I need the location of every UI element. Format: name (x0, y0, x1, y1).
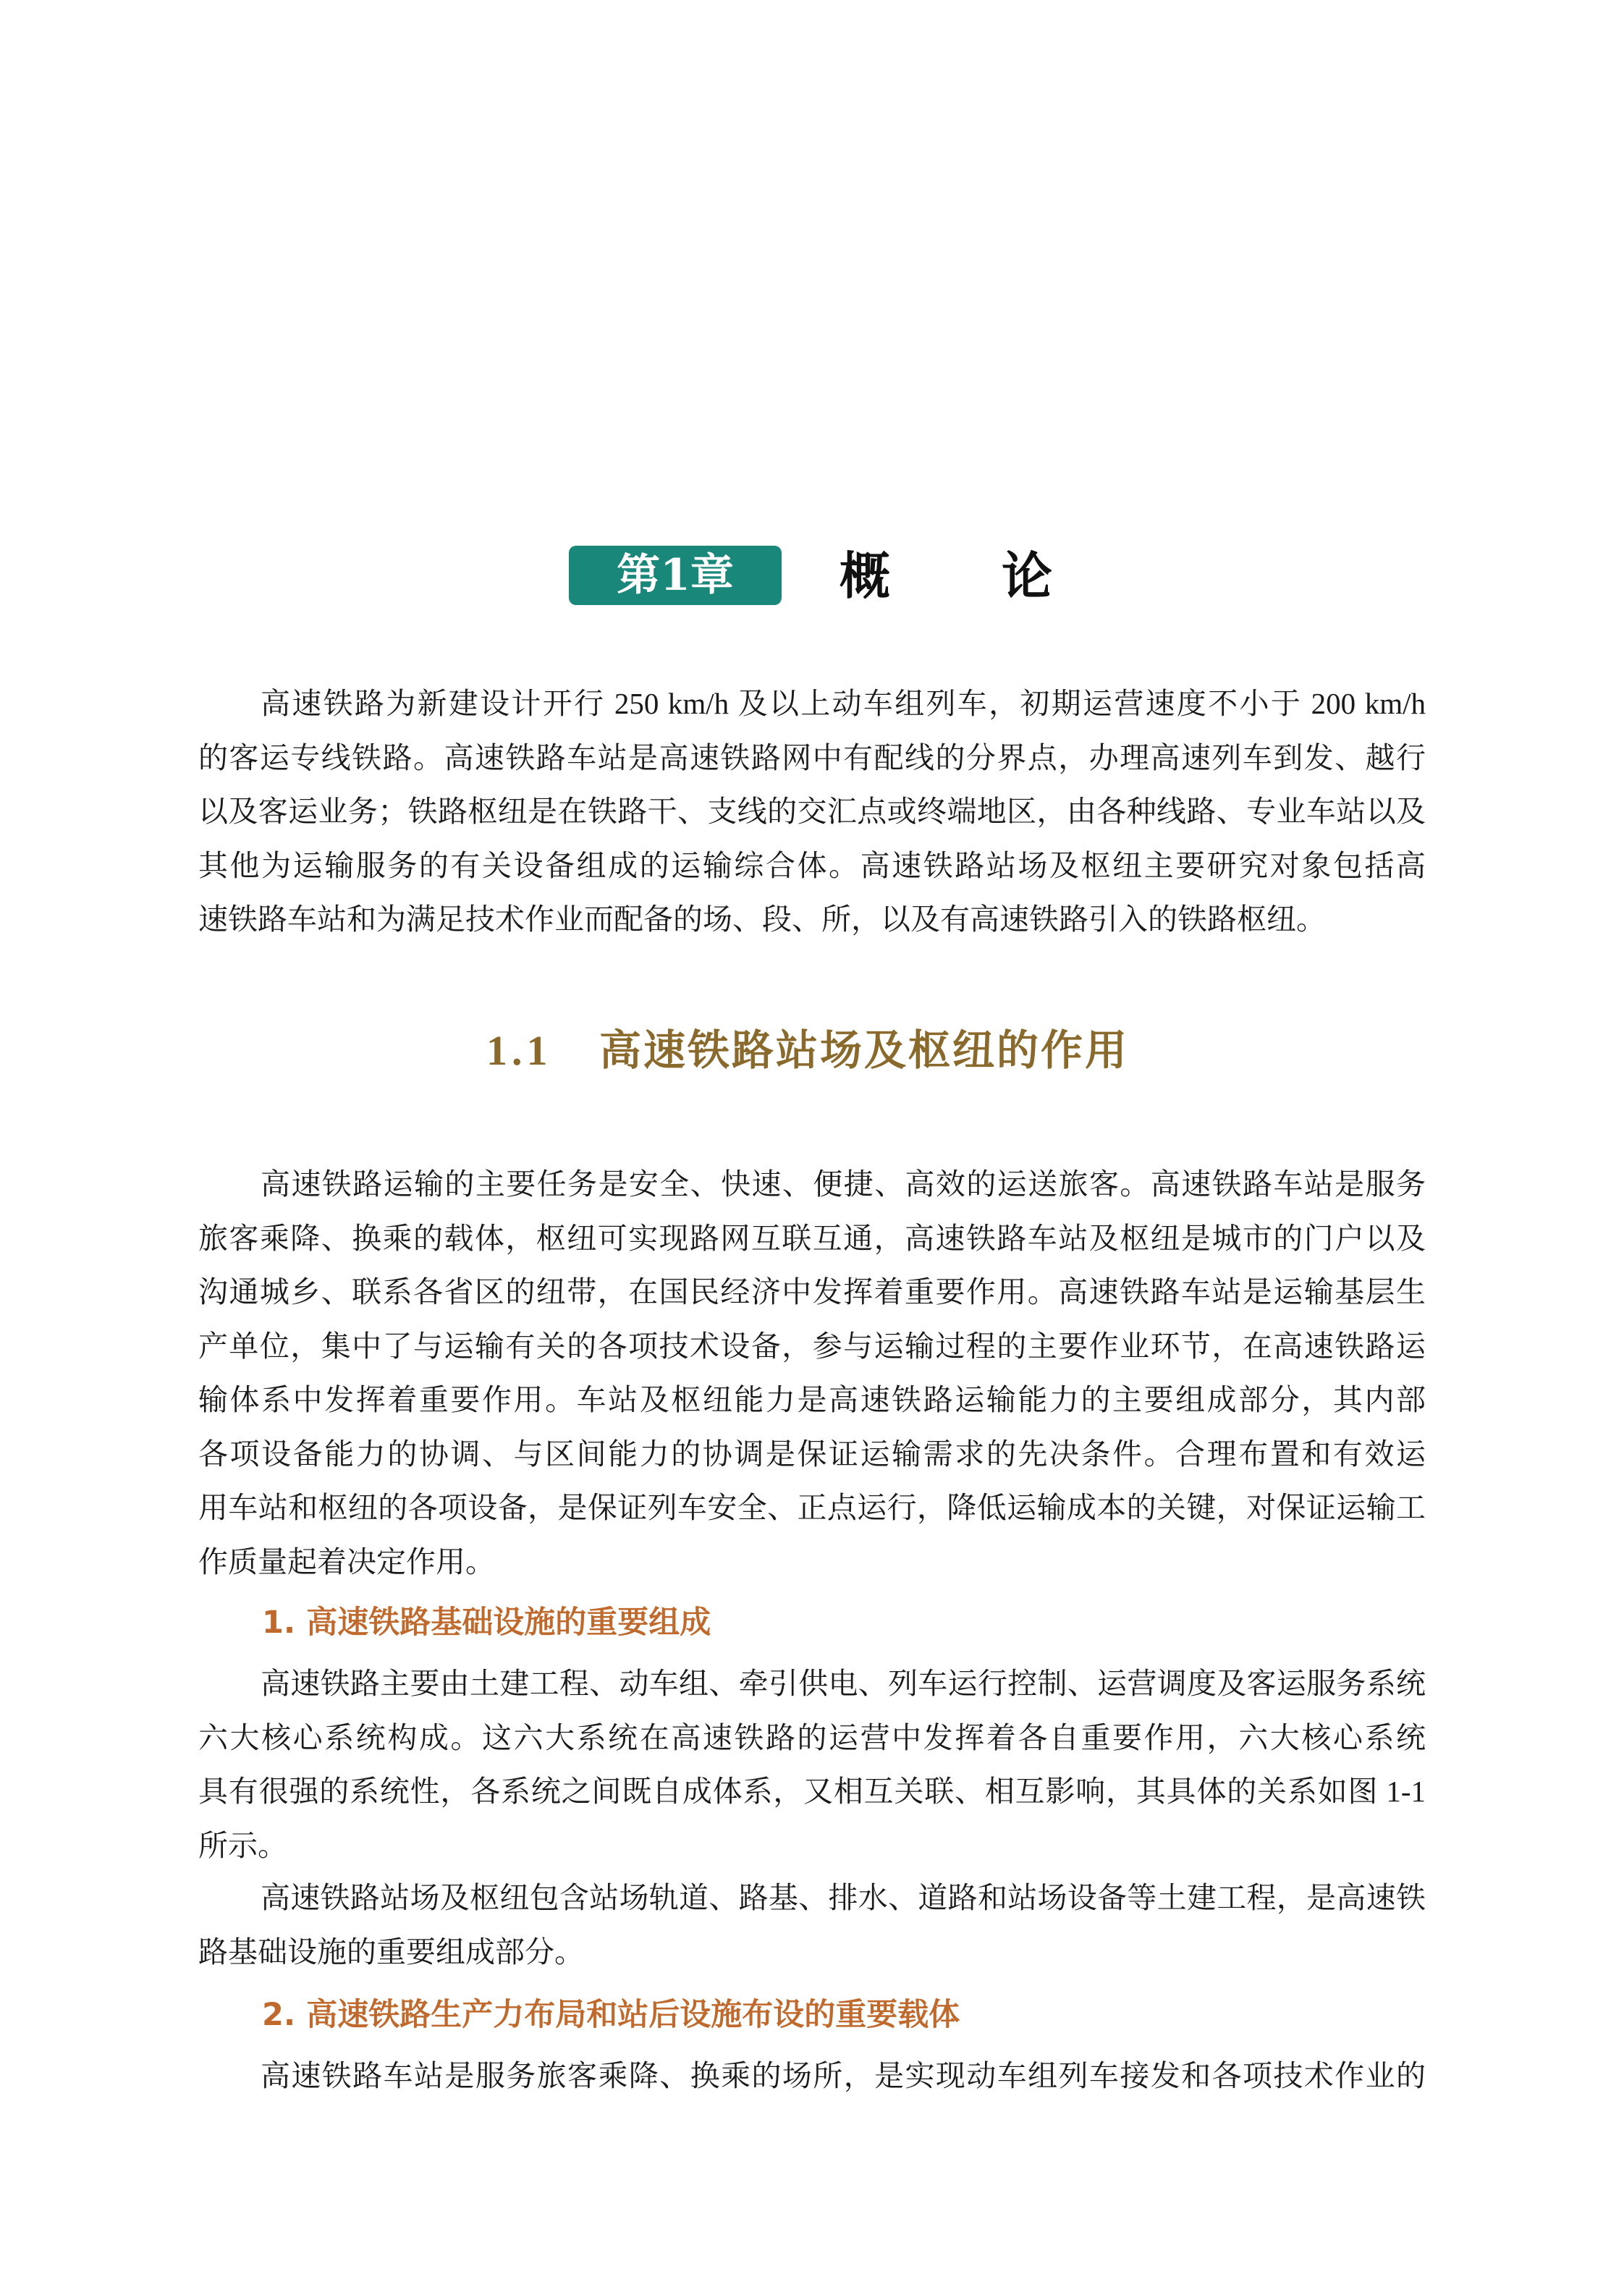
paragraph-line: 高速铁路为新建设计开行 250 km/h 及以上动车组列车，初期运营速度不小于 200 km/h (261, 687, 1426, 720)
paragraph-line: 高速铁路运输的主要任务是安全、快速、便捷、高效的运送旅客。高速铁路车站是服务 (261, 1167, 1426, 1201)
paragraph-line: 高速铁路主要由土建工程、动车组、牵引供电、列车运行控制、运营调度及客运服务系统 (261, 1667, 1426, 1700)
paragraph-line: 所示。 (198, 1828, 287, 1862)
paragraph-line: 六大核心系统构成。这六大系统在高速铁路的运营中发挥着各自重要作用，六大核心系统 (198, 1720, 1426, 1754)
paragraph-line: 作质量起着决定作用。 (198, 1544, 495, 1578)
subsection-paragraph (198, 1657, 1426, 1872)
subsection-heading: 2. 高速铁路生产力布局和站后设施布设的重要载体 (262, 1997, 960, 2033)
paragraph-line: 输体系中发挥着重要作用。车站及枢纽能力是高速铁路运输能力的主要组成部分，其内部 (198, 1383, 1426, 1416)
paragraph-line: 的客运专线铁路。高速铁路车站是高速铁路网中有配线的分界点，办理高速列车到发、越行 (198, 740, 1426, 774)
paragraph-line: 高速铁路车站是服务旅客乘降、换乘的场所，是实现动车组列车接发和各项技术作业的 (261, 2059, 1426, 2092)
paragraph-line: 以及客运业务；铁路枢纽是在铁路干、支线的交汇点或终端地区，由各种线路、专业车站以及 (198, 795, 1426, 828)
paragraph-line: 其他为运输服务的有关设备组成的运输综合体。高速铁路站场及枢纽主要研究对象包括高 (198, 848, 1426, 882)
paragraph-line: 具有很强的系统性，各系统之间既自成体系，又相互关联、相互影响，其具体的关系如图 1-1 (198, 1775, 1426, 1808)
intro-paragraph (198, 677, 1426, 947)
chapter-title: 概论 (840, 546, 1164, 606)
paragraph-line: 高速铁路站场及枢纽包含站场轨道、路基、排水、道路和站场设备等土建工程，是高速铁 (261, 1881, 1426, 1914)
subsection-heading: 1. 高速铁路基础设施的重要组成 (262, 1605, 711, 1641)
subsection-paragraph (198, 2049, 1426, 2103)
paragraph-line: 速铁路车站和为满足技术作业而配备的场、段、所，以及有高速铁路引入的铁路枢纽。 (198, 903, 1326, 936)
paragraph-line: 旅客乘降、换乘的载体，枢纽可实现路网互联互通，高速铁路车站及枢纽是城市的门户以及 (198, 1221, 1426, 1255)
section-paragraph (198, 1157, 1426, 1589)
paragraph-line: 沟通城乡、联系各省区的纽带，在国民经济中发挥着重要作用。高速铁路车站是运输基层生 (198, 1275, 1426, 1309)
subsection-paragraph (198, 1871, 1426, 1979)
chapter-badge: 第1章 (569, 546, 782, 605)
section-number: 1.1 (486, 1027, 552, 1074)
paragraph-line: 各项设备能力的协调、与区间能力的协调是保证运输需求的先决条件。合理布置和有效运 (198, 1437, 1426, 1471)
paragraph-line: 用车站和枢纽的各项设备，是保证列车安全、正点运行，降低运输成本的关键，对保证运输工 (198, 1491, 1426, 1524)
paragraph-line: 路基础设施的重要组成部分。 (198, 1935, 584, 1969)
section-title: 高速铁路站场及枢纽的作用 (599, 1027, 1130, 1074)
paragraph-line: 产单位，集中了与运输有关的各项技术设备，参与运输过程的主要作业环节，在高速铁路运 (198, 1329, 1426, 1363)
